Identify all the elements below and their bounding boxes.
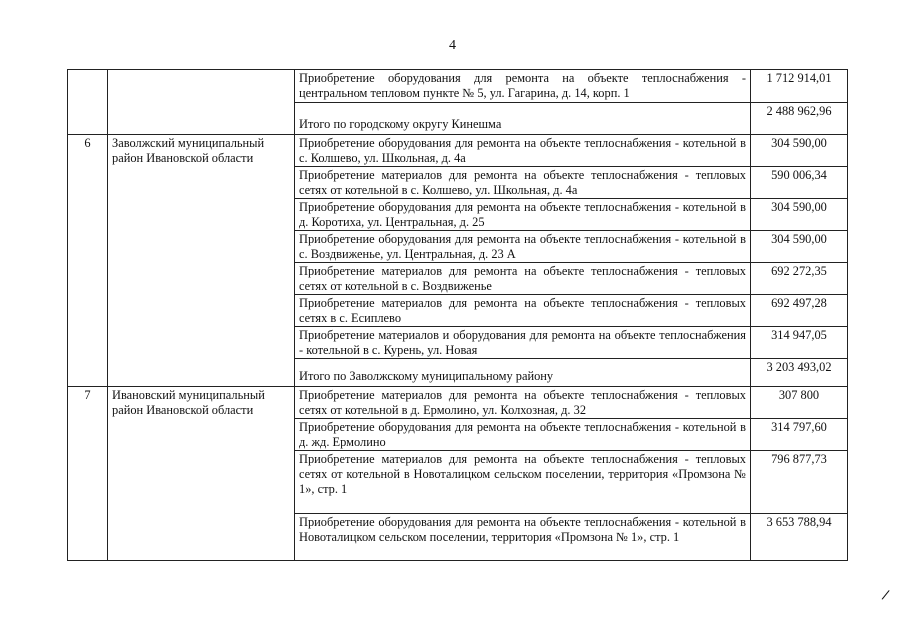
- description-cell: Приобретение оборудования для ремонта на объекте теплоснабжения - котельной в д. жд. Ермолино: [295, 419, 751, 451]
- amount-cell: 304 590,00: [751, 135, 848, 167]
- amount-cell: 796 877,73: [751, 451, 848, 514]
- description-cell: Приобретение материалов для ремонта на объекте теплоснабжения - тепловых сетях от котельной в д. Ермолино, ул. Колхозная, д. 32: [295, 387, 751, 419]
- total-description-cell: Итого по Заволжскому муниципальному району: [295, 359, 751, 387]
- amount-cell: 692 272,35: [751, 263, 848, 295]
- description-cell: Приобретение материалов для ремонта на объекте теплоснабжения - тепловых сетях в с. Есиплево: [295, 295, 751, 327]
- district-cell: Заволжский муниципальный район Ивановской области: [108, 135, 295, 387]
- amount-cell: 304 590,00: [751, 199, 848, 231]
- table-row: [68, 135, 848, 167]
- district-cell: [108, 70, 295, 135]
- description-cell: Приобретение материалов для ремонта на объекте теплоснабжения - тепловых сетях от котельной в с. Колшево, ул. Школьная, д. 4а: [295, 167, 751, 199]
- amount-cell: 590 006,34: [751, 167, 848, 199]
- total-amount-cell: 3 203 493,02: [751, 359, 848, 387]
- amount-cell: 692 497,28: [751, 295, 848, 327]
- description-cell: Приобретение материалов для ремонта на объекте теплоснабжения - тепловых сетях от котельной в с. Воздвиженье: [295, 263, 751, 295]
- total-description-cell: Итого по городскому округу Кинешма: [295, 103, 751, 135]
- row-number-cell: 7: [68, 387, 108, 561]
- description-cell: Приобретение оборудования для ремонта на объекте теплоснабжения - центральном тепловом пункте № 5, ул. Гагарина, д. 14, корп. 1: [295, 70, 751, 103]
- description-cell: Приобретение материалов и оборудования для ремонта на объекте теплоснабжения - котельной в с. Курень, ул. Новая: [295, 327, 751, 359]
- district-cell: Ивановский муниципальный район Ивановской области: [108, 387, 295, 561]
- table-row: [68, 70, 848, 103]
- amount-cell: 314 797,60: [751, 419, 848, 451]
- description-cell: Приобретение оборудования для ремонта на объекте теплоснабжения - котельной в с. Колшево, ул. Школьная, д. 4а: [295, 135, 751, 167]
- amount-cell: 3 653 788,94: [751, 514, 848, 561]
- row-number-cell: [68, 70, 108, 135]
- amount-cell: 1 712 914,01: [751, 70, 848, 103]
- amount-cell: 307 800: [751, 387, 848, 419]
- pen-mark: /: [880, 586, 891, 605]
- amount-cell: 304 590,00: [751, 231, 848, 263]
- description-cell: Приобретение оборудования для ремонта на объекте теплоснабжения - котельной в Новоталицком сельском поселении, территория «Промзона № 1», стр. 1: [295, 514, 751, 561]
- page-number: 4: [449, 38, 456, 53]
- table-row: [68, 387, 848, 419]
- description-cell: Приобретение материалов для ремонта на объекте теплоснабжения - тепловых сетях от котельной в Новоталицком сельском поселении, территория «Промзона № 1», стр. 1: [295, 451, 751, 514]
- description-cell: Приобретение оборудования для ремонта на объекте теплоснабжения - котельной в с. Воздвиженье, ул. Центральная, д. 23 А: [295, 231, 751, 263]
- funding-table: [67, 69, 848, 561]
- row-number-cell: 6: [68, 135, 108, 387]
- description-cell: Приобретение оборудования для ремонта на объекте теплоснабжения - котельной в д. Коротиха, ул. Центральная, д. 25: [295, 199, 751, 231]
- amount-cell: 314 947,05: [751, 327, 848, 359]
- total-amount-cell: 2 488 962,96: [751, 103, 848, 135]
